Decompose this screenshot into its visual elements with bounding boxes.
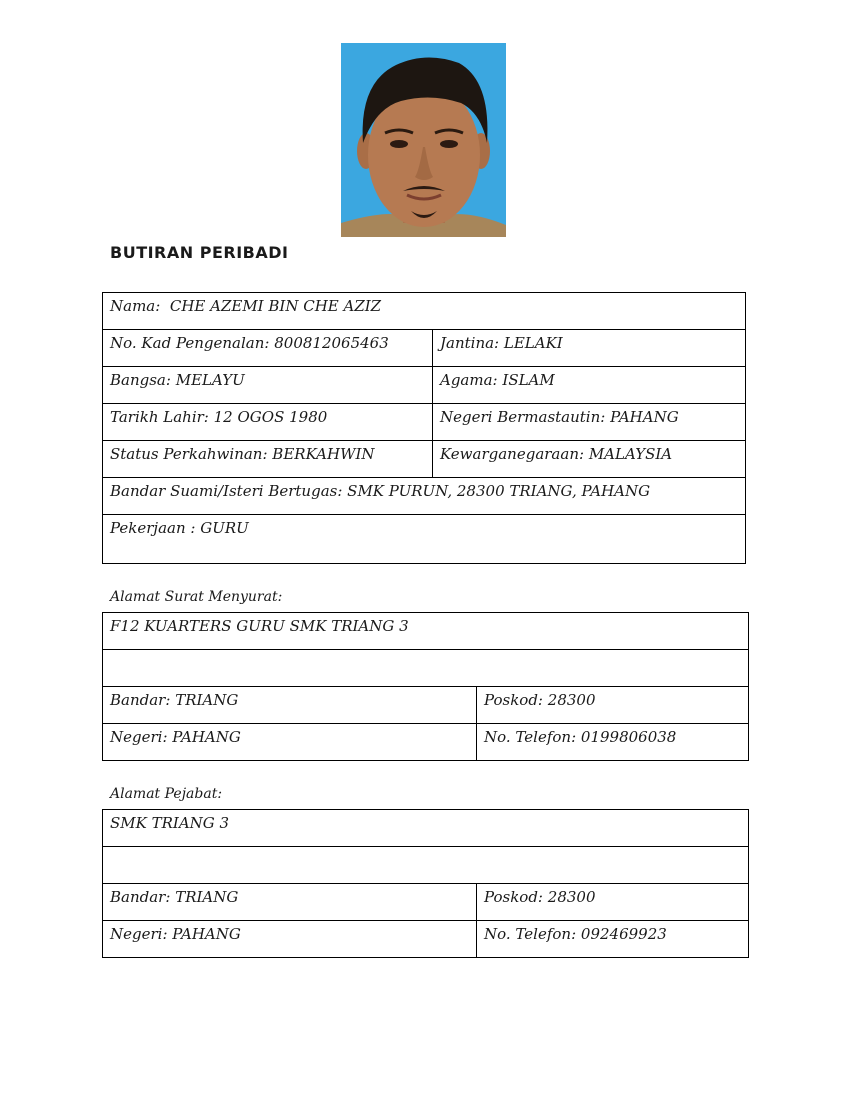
alamat-pejabat-table — [102, 809, 749, 958]
pejabat-line1: SMK TRIANG 3 — [110, 814, 230, 832]
pejabat-poskod-value: 28300 — [547, 888, 596, 906]
pejabat-negeri-cell — [103, 921, 477, 958]
nama-label: Nama: — [110, 297, 161, 315]
tarikh-lahir-label: Tarikh Lahir: — [110, 408, 209, 426]
pejabat-telefon-cell — [477, 921, 749, 958]
pejabat-negeri-label: Negeri: — [110, 925, 168, 943]
pejabat-telefon-value: 092469923 — [580, 925, 667, 943]
tarikh-lahir-cell — [103, 404, 433, 441]
negeri-bermastautin-value: PAHANG — [610, 408, 679, 426]
page-title: BUTIRAN PERIBADI — [110, 243, 289, 262]
surat-bandar-cell — [103, 687, 477, 724]
alamat-pejabat-title: Alamat Pejabat: — [110, 786, 223, 802]
surat-poskod-cell — [477, 687, 749, 724]
agama-label: Agama: — [440, 371, 498, 389]
photo-eye-left — [390, 140, 408, 148]
jantina-label: Jantina: — [440, 334, 500, 352]
surat-negeri-cell — [103, 724, 477, 761]
pekerjaan-label: Pekerjaan : — [110, 519, 196, 537]
ic-cell — [103, 330, 433, 367]
surat-negeri-label: Negeri: — [110, 728, 168, 746]
kewarganegaraan-cell — [433, 441, 746, 478]
negeri-bermastautin-label: Negeri Bermastautin: — [440, 408, 606, 426]
pekerjaan-value: GURU — [200, 519, 249, 537]
profile-photo — [341, 43, 506, 237]
surat-telefon-label: No. Telefon: — [484, 728, 577, 746]
surat-poskod-label: Poskod: — [484, 691, 543, 709]
nama-cell — [103, 293, 746, 330]
pejabat-poskod-label: Poskod: — [484, 888, 543, 906]
pejabat-poskod-cell — [477, 884, 749, 921]
surat-telefon-cell — [477, 724, 749, 761]
bandar-suami-label: Bandar Suami/Isteri Bertugas: — [110, 482, 343, 500]
pejabat-telefon-label: No. Telefon: — [484, 925, 577, 943]
pejabat-line1-cell — [103, 810, 749, 847]
bandar-suami-cell — [103, 478, 746, 515]
bandar-suami-value: SMK PURUN, 28300 TRIANG, PAHANG — [347, 482, 651, 500]
ic-label: No. Kad Pengenalan: — [110, 334, 270, 352]
pejabat-bandar-value: TRIANG — [175, 888, 239, 906]
surat-telefon-value: 0199806038 — [580, 728, 677, 746]
agama-cell — [433, 367, 746, 404]
pejabat-negeri-value: PAHANG — [172, 925, 241, 943]
jantina-cell — [433, 330, 746, 367]
status-perkahwinan-cell — [103, 441, 433, 478]
pekerjaan-cell — [103, 515, 746, 564]
pejabat-bandar-label: Bandar: — [110, 888, 171, 906]
kewarganegaraan-label: Kewarganegaraan: — [440, 445, 585, 463]
surat-line1: F12 KUARTERS GURU SMK TRIANG 3 — [110, 617, 409, 635]
bangsa-cell — [103, 367, 433, 404]
jantina-value: LELAKI — [503, 334, 563, 352]
surat-bandar-value: TRIANG — [175, 691, 239, 709]
tarikh-lahir-value: 12 OGOS 1980 — [213, 408, 328, 426]
pejabat-line2-cell — [103, 847, 749, 884]
nama-value: CHE AZEMI BIN CHE AZIZ — [169, 297, 382, 315]
agama-value: ISLAM — [502, 371, 555, 389]
alamat-surat-table — [102, 612, 749, 761]
kewarganegaraan-value: MALAYSIA — [588, 445, 673, 463]
pejabat-bandar-cell — [103, 884, 477, 921]
alamat-surat-title: Alamat Surat Menyurat: — [110, 589, 283, 605]
ic-value: 800812065463 — [274, 334, 389, 352]
personal-details-table — [102, 292, 746, 564]
status-perkahwinan-label: Status Perkahwinan: — [110, 445, 268, 463]
photo-eye-right — [440, 140, 458, 148]
bangsa-value: MELAYU — [175, 371, 245, 389]
bangsa-label: Bangsa: — [110, 371, 171, 389]
surat-negeri-value: PAHANG — [172, 728, 241, 746]
negeri-bermastautin-cell — [433, 404, 746, 441]
surat-bandar-label: Bandar: — [110, 691, 171, 709]
surat-poskod-value: 28300 — [547, 691, 596, 709]
surat-line1-cell — [103, 613, 749, 650]
surat-line2-cell — [103, 650, 749, 687]
status-perkahwinan-value: BERKAHWIN — [272, 445, 375, 463]
